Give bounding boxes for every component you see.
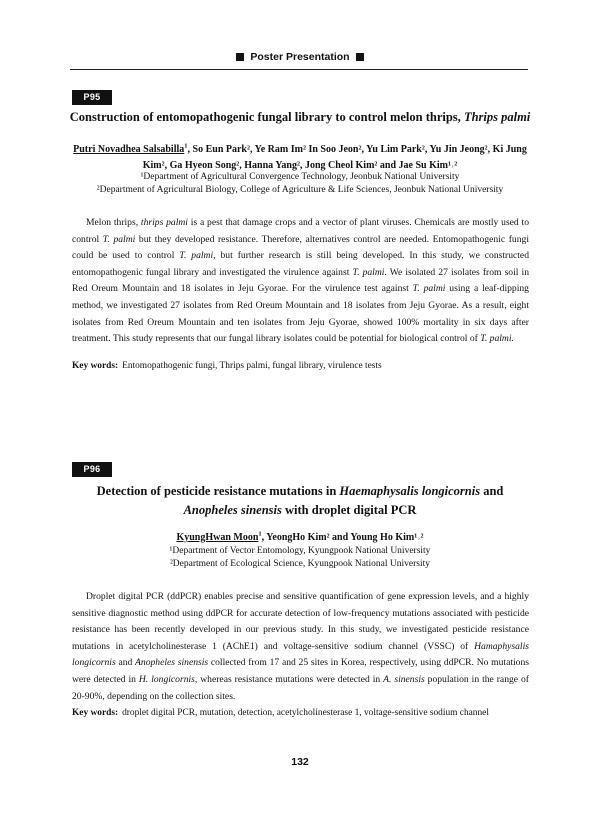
p95-authors-line2: Kim², Ga Hyeon Song², Hanna Yang², Jong Cheol Kim² and Jae Su Kim¹˒²: [142, 160, 458, 171]
p96-affiliations: [60, 545, 540, 571]
p95-affiliations: [60, 171, 540, 197]
presenting-author: Putri Novadhea Salsabilla: [73, 144, 185, 155]
affiliation-1: ¹Department of Agricultural Convergence Technology, Jeonbuk National University: [140, 172, 460, 182]
affiliation-2: ²Department of Ecological Science, Kyungpook National University: [169, 559, 431, 569]
square-bullet-icon: [356, 53, 364, 61]
p95-authors-line1: Putri Novadhea Salsabilla$^1$, So Eun Park², Ye Ram Im² In Soo Jeon², Yu Lim Park², Yu Jin Jeong², Ki Jung: [73, 142, 527, 155]
p96-abstract: Droplet digital PCR (ddPCR) enables precise and sensitive quantification of gene expression levels, and a highly sensitive diagnostic method using ddPCR for accurate detection of low-frequency mutations associated with pesticide resistance has been recently developed in our previous study. In this study, we investigated pesticide resistance mutations in acetylcholinesterase 1 (AChE1) and voltage-sensitive sodium channel (VSSC) of Hamaphysalis longicornis and Anopheles sinensis collected from 17 and 25 sites in Korea, respectively, using ddPCR. No mutations were detected in H. longicornis, whereas resistance mutations were detected in A. sinensis population in the range of 20-90%, depending on the collection sites.: [72, 591, 529, 702]
section-header: [0, 51, 600, 63]
header-divider: [70, 69, 528, 70]
p95-abstract: Melon thrips, thrips palmi is a pest that damage crops and a vector of plant viruses. Chemicals are mostly used to control T. palmi but they developed resistance. Therefore, alternatives control are needed. Entomopathogenic fungi could be used to control T. palmi, but further research is still being developed. In this study, we constructed entomopathogenic fungal library and investigated the virulence against T. palmi. We isolated 27 isolates from soil in Red Oreum Mountain and 18 isolates in Jeju Gyorae. For the virulence test against T. palmi using a leaf-dipping method, we investigated 27 isolates from Red Oreum Mountain and 18 isolates from Jeju Gyorae. As a result, eight isolates from Red Oreum Mountain and ten isolates from Jeju Gyorae, showed 100% mortality in six days after treatment. This study represents that our fungal library isolates could be potential for biological control of T. palmi.: [72, 217, 529, 345]
section-header-label: Poster Presentation: [250, 51, 350, 63]
affiliation-2: ²Department of Agricultural Biology, College of Agriculture & Life Sciences, Jeonbuk National University: [96, 185, 504, 195]
page-number: 132: [291, 756, 309, 768]
p96-title: Detection of pesticide resistance mutations in Haemaphysalis longicornis and Anopheles sinensis with droplet digital PCR: [96, 484, 504, 517]
square-bullet-icon: [236, 53, 244, 61]
affiliation-1: ¹Department of Vector Entomology, Kyungpook National University: [169, 546, 431, 556]
p96-keywords: Key words: droplet digital PCR, mutation, detection, acetylcholinesterase 1, voltage-sensitive sodium channel: [72, 708, 489, 718]
presenting-author: KyungHwan Moon: [176, 532, 259, 543]
p95-title: Construction of entomopathogenic fungal library to control melon thrips, Thrips palmi: [69, 110, 531, 124]
p96-authors: KyungHwan Moon$^1$, YeongHo Kim² and Young Ho Kim¹˒²: [176, 530, 424, 543]
poster-badge-p96: P96: [72, 462, 112, 477]
p95-keywords: Key words: Entomopathogenic fungi, Thrips palmi, fungal library, virulence tests: [72, 361, 382, 371]
p95-authors: [60, 142, 540, 174]
poster-badge-p95: P95: [72, 90, 112, 105]
